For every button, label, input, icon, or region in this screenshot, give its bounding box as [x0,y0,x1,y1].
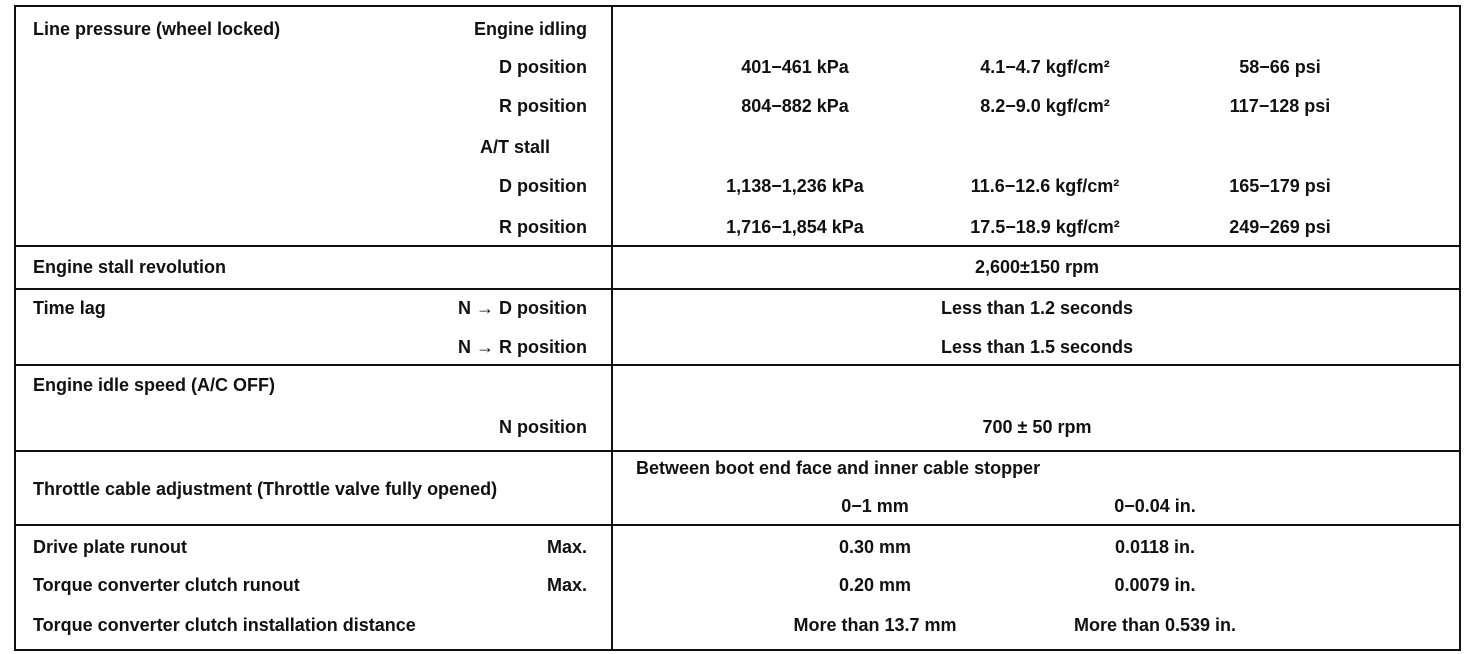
idle-d-kgf: 4.1−4.7 kgf/cm² [980,57,1110,77]
stall-r-psi: 249−269 psi [1229,217,1331,237]
throttle-cable-in: 0−0.04 in. [1114,496,1196,516]
time-lag-nr-position: N → R position [458,337,587,357]
row-divider [14,364,1461,366]
idle-r-kgf: 8.2−9.0 kgf/cm² [980,96,1110,116]
drive-plate-in: 0.0118 in. [1114,537,1196,557]
idle-r-position: R position [499,96,587,116]
time-lag-nd-value: Less than 1.2 seconds [940,298,1134,318]
idle-speed-position: N position [499,417,587,437]
stall-r-position: R position [499,217,587,237]
idle-r-kpa: 804−882 kPa [741,96,849,116]
drive-plate-label: Drive plate runout [33,537,188,557]
engine-stall-value: 2,600±150 rpm [975,257,1099,277]
engine-idling-label: Engine idling [474,19,587,39]
install-distance-label: Torque converter clutch installation distance [33,615,416,635]
idle-r-psi: 117−128 psi [1229,96,1331,116]
idle-speed-value: 700 ± 50 rpm [982,417,1092,437]
stall-r-kgf: 17.5−18.9 kgf/cm² [970,217,1120,237]
throttle-cable-mm: 0−1 mm [841,496,909,516]
stall-d-kpa: 1,138−1,236 kPa [726,176,864,196]
throttle-cable-desc: Between boot end face and inner cable stopper [636,458,1041,478]
line-pressure-label: Line pressure (wheel locked) [33,19,281,39]
stall-d-psi: 165−179 psi [1229,176,1331,196]
install-distance-mm: More than 13.7 mm [793,615,957,635]
stall-r-kpa: 1,716−1,854 kPa [726,217,864,237]
row-divider [14,450,1461,452]
stall-d-kgf: 11.6−12.6 kgf/cm² [970,176,1120,196]
time-lag-nr-value: Less than 1.5 seconds [940,337,1134,357]
at-stall-label: A/T stall [480,137,551,157]
throttle-cable-label: Throttle cable adjustment (Throttle valve fully opened) [33,479,498,499]
idle-d-psi: 58−66 psi [1239,57,1321,77]
row-divider [14,524,1461,526]
converter-runout-max: Max. [546,575,587,595]
stall-d-position: D position [499,176,587,196]
idle-d-kpa: 401−461 kPa [741,57,849,77]
row-divider [14,288,1461,290]
row-divider [14,245,1461,247]
converter-runout-mm: 0.20 mm [838,575,912,595]
drive-plate-mm: 0.30 mm [838,537,912,557]
drive-plate-max: Max. [546,537,587,557]
engine-stall-label: Engine stall revolution [33,257,227,277]
idle-d-position: D position [499,57,587,77]
time-lag-label: Time lag [33,298,106,318]
converter-runout-in: 0.0079 in. [1114,575,1196,595]
install-distance-in: More than 0.539 in. [1073,615,1237,635]
converter-runout-label: Torque converter clutch runout [33,575,300,595]
column-divider [611,5,613,651]
idle-speed-label: Engine idle speed (A/C OFF) [33,375,276,395]
time-lag-nd-position: N → D position [458,298,587,318]
